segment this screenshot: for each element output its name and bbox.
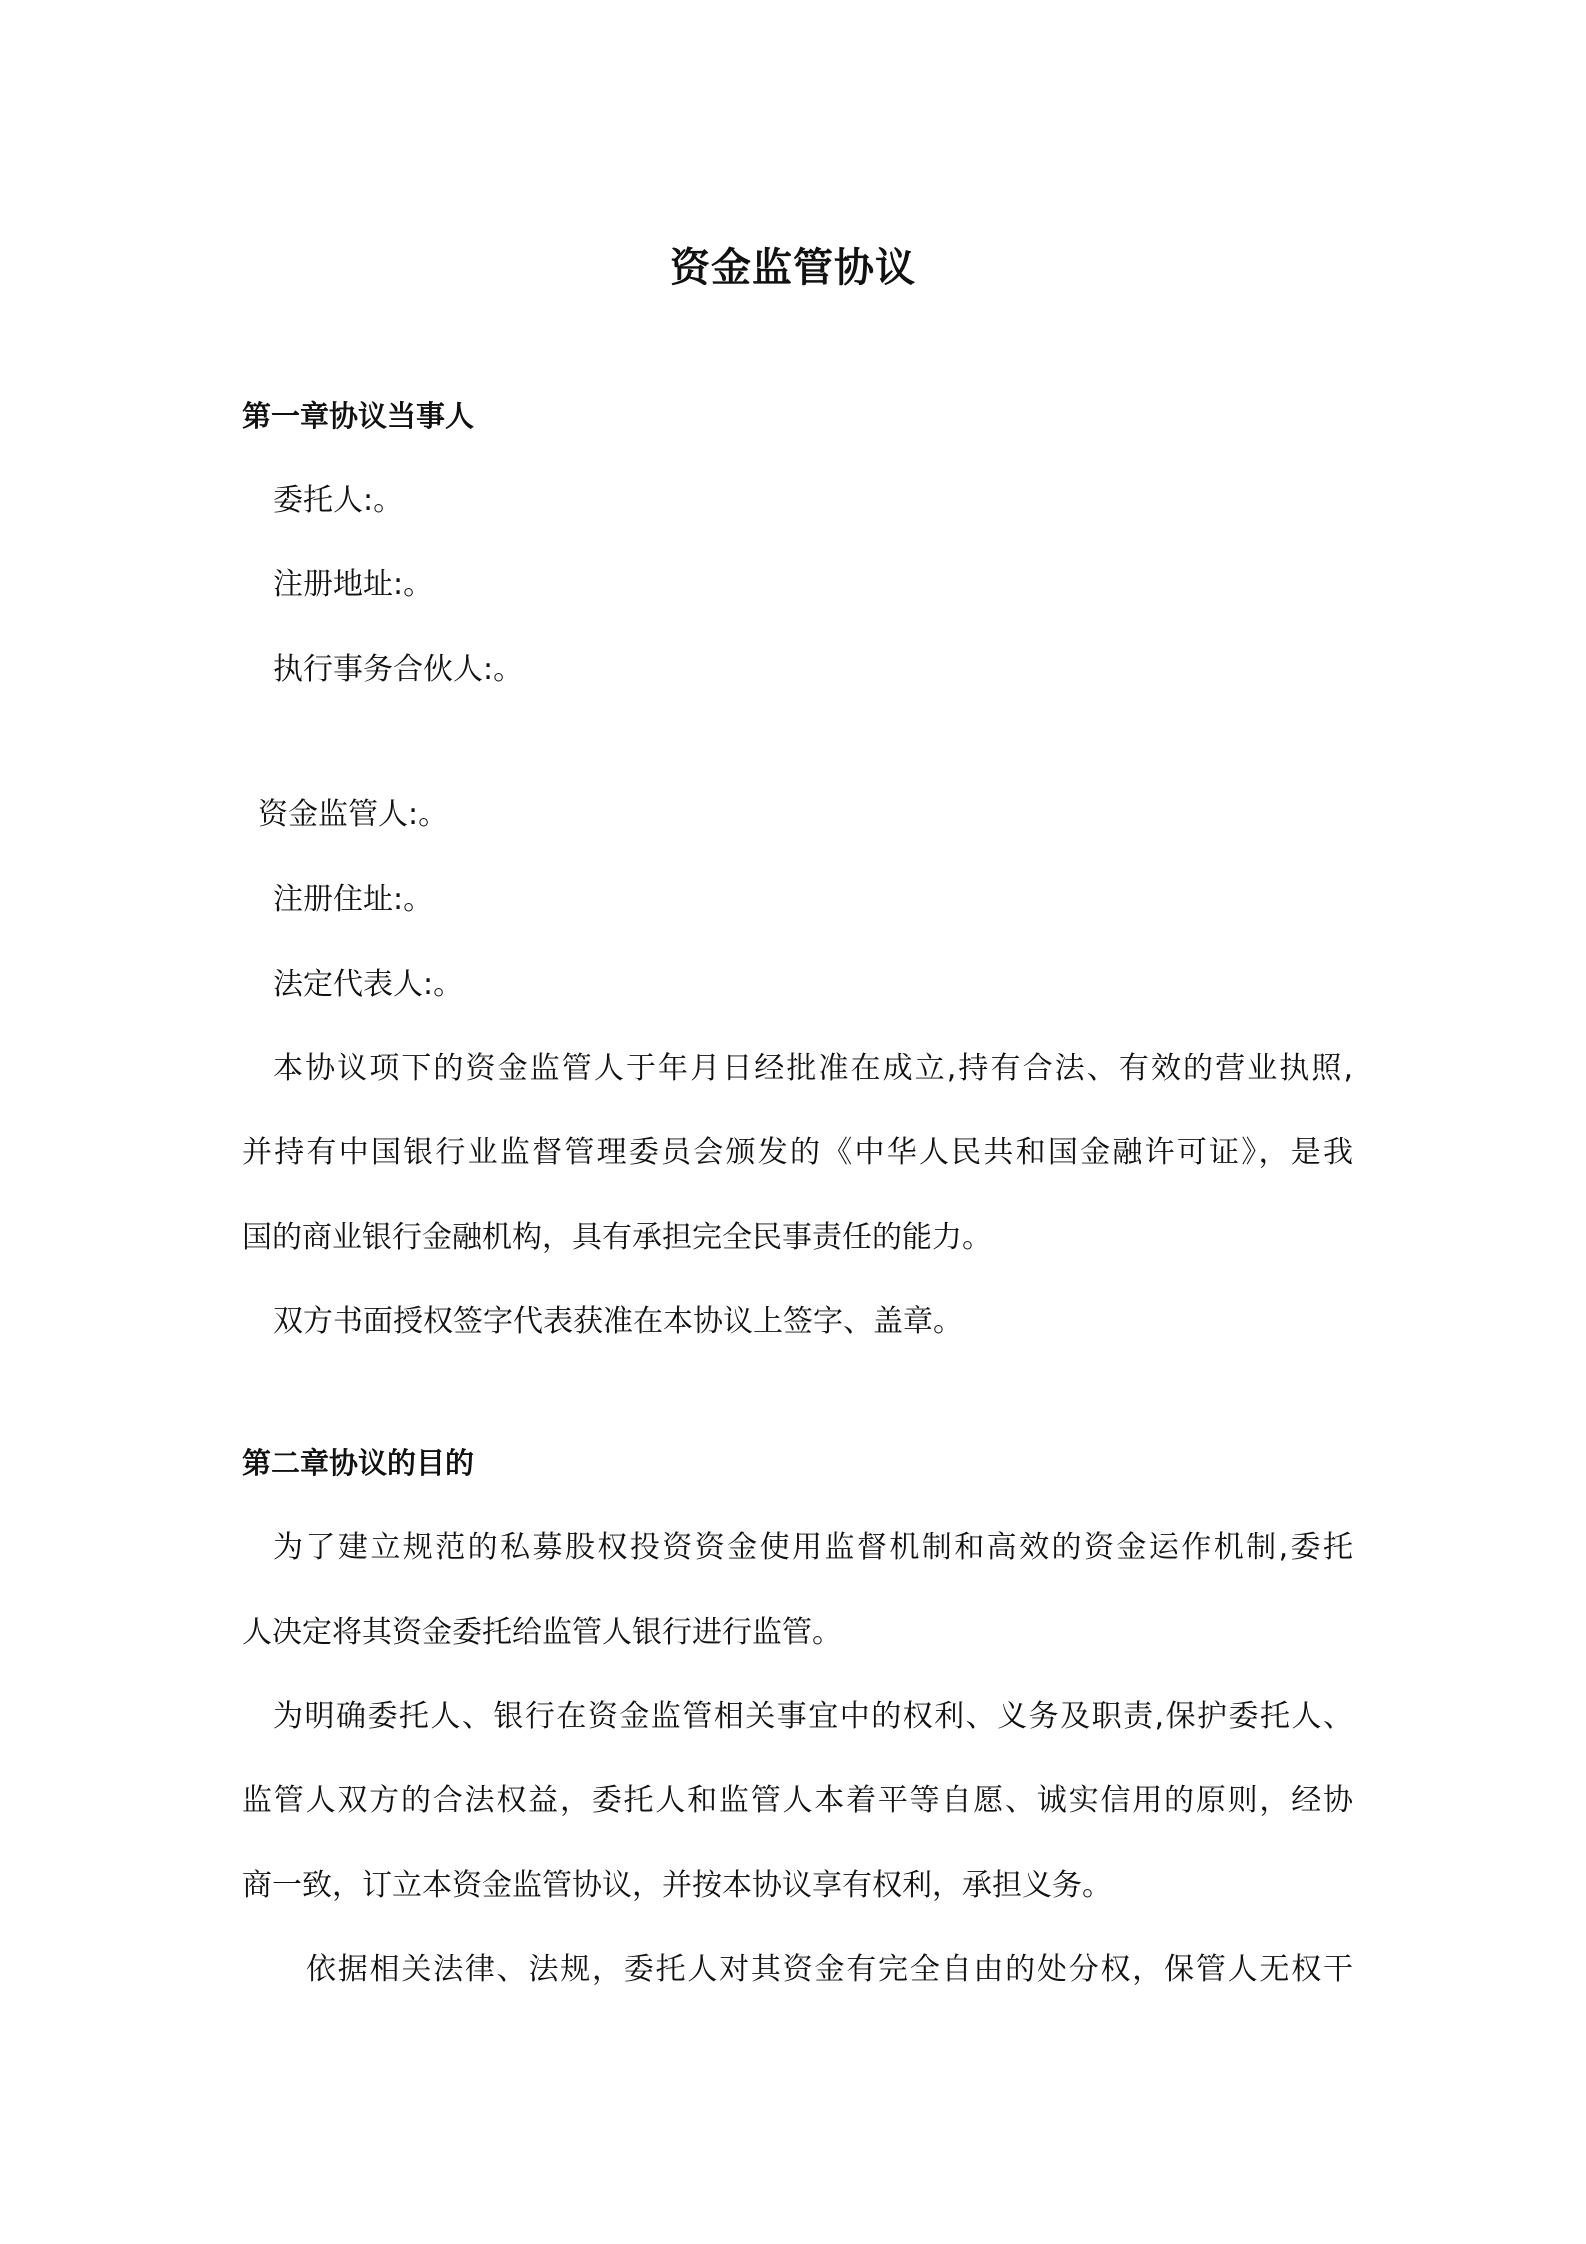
chapter-2-paragraph-line: 商一致，订立本资金监管协议，并按本协议享有权利，承担义务。	[242, 1868, 1112, 1903]
client-address-field: 注册地址:。	[273, 567, 434, 602]
supervisor-representative-field: 法定代表人:。	[273, 967, 464, 1002]
chapter-2-paragraph-line: 监管人双方的合法权益，委托人和监管人本着平等自愿、诚实信用的原则，经协	[242, 1783, 1353, 1818]
chapter-2-paragraph-line: 人决定将其资金委托给监管人银行进行监管。	[242, 1615, 842, 1650]
chapter-1-heading: 第一章协议当事人	[242, 399, 475, 433]
chapter-2-paragraph-line: 依据相关法律、法规，委托人对其资金有完全自由的处分权，保管人无权干	[306, 1952, 1353, 1987]
client-partner-field: 执行事务合伙人:。	[273, 652, 524, 687]
chapter-1-paragraph-line: 国的商业银行金融机构，具有承担完全民事责任的能力。	[242, 1220, 992, 1255]
chapter-1-paragraph-2: 双方书面授权签字代表获准在本协议上签字、盖章。	[273, 1304, 963, 1339]
chapter-2-paragraph-line: 为明确委托人、银行在资金监管相关事宜中的权利、义务及职责,保护委托人、	[273, 1699, 1353, 1734]
chapter-2-paragraph-line: 为了建立规范的私募股权投资资金使用监督机制和高效的资金运作机制,委托	[273, 1530, 1353, 1565]
chapter-1-paragraph-line: 并持有中国银行业监督管理委员会颁发的《中华人民共和国金融许可证》，是我	[242, 1135, 1353, 1170]
supervisor-address-field: 注册住址:。	[273, 882, 434, 917]
client-field: 委托人:。	[273, 483, 404, 518]
chapter-1-paragraph-line: 本协议项下的资金监管人于年月日经批准在成立,持有合法、有效的营业执照,	[273, 1051, 1353, 1086]
chapter-2-heading: 第二章协议的目的	[242, 1446, 475, 1480]
supervisor-field: 资金监管人:。	[258, 797, 449, 832]
document-title: 资金监管协议	[670, 245, 916, 291]
